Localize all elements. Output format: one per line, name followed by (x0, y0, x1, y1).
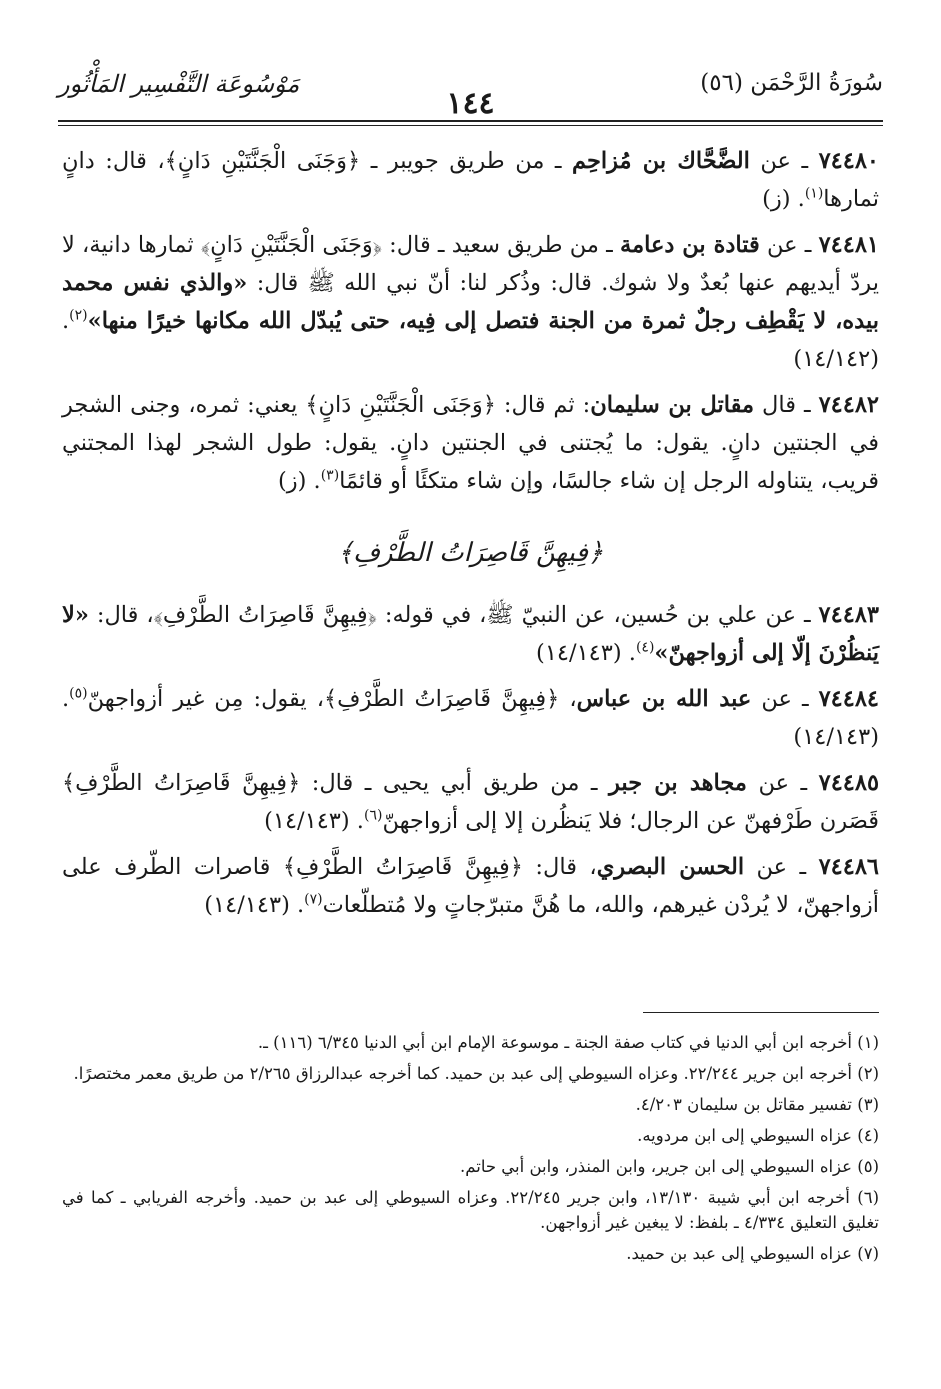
entry-tail: . (ز) (277, 468, 321, 494)
narrator-name: الضَّحَّاك بن مُزاحِم (571, 148, 750, 174)
footnote-ref: (٣) (320, 467, 340, 484)
entry-text: ، ﴿فِيهِنَّ قَاصِرَاتُ الطَّرْفِ﴾، يقول: مِن غير أزواجهنّ (87, 686, 577, 712)
footnote: (١) أخرجه ابن أبي الدنيا في كتاب صفة الجنة ـ موسوعة الإمام ابن أبي الدنيا ٦/٣٤٥ (١١٦) ـ. (257, 1033, 879, 1052)
footnote: (٣) تفسير مقاتل بن سليمان ٤/٢٠٣. (635, 1095, 879, 1114)
entry-7485 (62, 764, 879, 840)
entry-7484 (62, 680, 879, 756)
hadith-quote: «والذي نفس محمد بيده، لا يَقْطِف رجلٌ ثمرة من الجنة فتصل إلى فِيه، حتى يُبدّل الله مكانها خيرًا منها» (62, 270, 879, 334)
header-rule-thin (58, 125, 883, 126)
entry-7486 (62, 848, 879, 924)
series-title: مَوْسُوعَة التَّفْسِير المَأْثُور (58, 70, 300, 98)
entry-7481 (62, 226, 879, 378)
footnote: (٦) أخرجه ابن أبي شيبة ١٣/١٣٠، وابن جرير ٢٢/٢٤٥. وعزاه السيوطي إلى عبد بن حميد. وأخرجه الفريابي ـ كما في تغليق التعليق ٤/٣٣٤ ـ بلفظ: لا يبغين غير أزواجهن. (62, 1188, 879, 1232)
entry-text: ـ من طريق جويبر ـ ﴿وَجَنَى الْجَنَّتَيْنِ دَانٍ﴾، قال: دانٍ ثمارها (62, 148, 879, 212)
header-rule (58, 120, 883, 122)
surah-title: سُورَةُ الرَّحْمَن (٥٦) (700, 70, 883, 96)
page-number: ١٤٤ (446, 86, 495, 121)
footnote-ref: (٢) (69, 307, 88, 324)
page-header (58, 62, 883, 122)
section-heading: ﴿فِيهِنَّ قَاصِرَاتُ الطَّرْفِ﴾ (337, 538, 604, 568)
entry-7482 (62, 386, 879, 500)
entry-tail: . (١٤/١٤٣) (264, 808, 364, 834)
footnote-ref: (٤) (635, 639, 655, 656)
entry-text: ـ عن علي بن حُسين، عن النبيّ ﷺ، في قوله: ﴿فِيهِنَّ قَاصِرَاتُ الطَّرْفِ﴾، قال: (96, 602, 811, 628)
entry-number: ٧٤٤٨٥ (818, 770, 880, 796)
entry-text: ـ من طريق سعيد ـ قال: ﴿وَجَنَى الْجَنَّتَيْنِ دَانٍ﴾ ثمارها دانية، لا يردّ أيديهم عنها بُعدٌ ولا شوك. قال: وذُكر لنا: أنّ نبي الله ﷺ قال: (62, 232, 879, 296)
entry-number: ٧٤٤٨١ (818, 232, 880, 258)
entry-tail: . (١٤/١٤٣) (536, 640, 636, 666)
footnote: (٧) عزاه السيوطي إلى عبد بن حميد. (626, 1244, 879, 1263)
narrator-name: الحسن البصري (596, 854, 745, 880)
entry-text: ـ من طريق أبي يحيى ـ قال: ﴿فِيهِنَّ قَاصِرَاتُ الطَّرْفِ﴾ قَصَرن طَرْفهنّ عن الرجال؛ فلا يَنظُرن إلا إلى أزواجهنّ (62, 770, 879, 834)
narrator-name: عبد الله بن عباس (576, 686, 752, 712)
entry-prefix: ـ عن (758, 770, 808, 796)
narrator-name: مقاتل بن سليمان (590, 392, 755, 418)
entry-text: : ثم قال: ﴿وَجَنَى الْجَنَّتَيْنِ دَانٍ﴾ يعني: ثمره، وجنى الشجر في الجنتين دانٍ. يقول: ما يُجتنى في الجنتين دانٍ. يقول: طول الشجر لهذا المجتني قريب، يتناوله الرجل إن شاء جالسًا، وإن شاء متكئًا أو قائمًا (62, 392, 879, 494)
main-text (62, 142, 879, 932)
entry-prefix: ـ عن (767, 232, 812, 258)
narrator-name: قتادة بن دعامة (620, 232, 760, 258)
footnote-ref: (٧) (304, 891, 323, 908)
entry-tail: . (١٤/١٤٣) (62, 686, 879, 750)
entry-number: ٧٤٤٨٠ (818, 148, 880, 174)
footnote: (٥) عزاه السيوطي إلى ابن جرير، وابن المنذر، وابن أبي حاتم. (460, 1157, 879, 1176)
entry-number: ٧٤٤٨٤ (818, 686, 880, 712)
narrator-name: مجاهد بن جبر (609, 770, 747, 796)
footnote-ref: (١) (804, 185, 824, 202)
entry-7480 (62, 142, 879, 218)
entry-tail: . (ز) (762, 186, 805, 212)
footnote-ref: (٥) (69, 685, 88, 702)
entry-7483 (62, 596, 879, 672)
entry-text: ، قال: ﴿فِيهِنَّ قَاصِرَاتُ الطَّرْفِ﴾ قاصرات الطّرف على أزواجهنّ، لا يُردْن غيرهم، والله، ما هُنَّ متبرّجاتٍ ولا مُتطلّعات (62, 854, 879, 918)
entry-prefix: ـ قال (762, 392, 811, 418)
entry-prefix: ـ عن (761, 686, 809, 712)
entry-number: ٧٤٤٨٣ (818, 602, 879, 628)
entry-tail: . (١٤/١٤٢) (62, 308, 879, 372)
footnote: (٤) عزاه السيوطي إلى ابن مردويه. (637, 1126, 879, 1145)
footnote: (٢) أخرجه ابن جرير ٢٢/٢٤٤. وعزاه السيوطي إلى عبد بن حميد. كما أخرجه عبدالرزاق ٢/٢٦٥ من طريق معمر مختصرًا. (73, 1064, 879, 1083)
footnote-separator (643, 1012, 879, 1013)
footnotes (62, 1030, 879, 1272)
hadith-quote: «لا يَنظُرْنَ إلّا إلى أزواجهنّ» (62, 602, 879, 666)
entry-prefix: ـ عن (756, 854, 807, 880)
entry-number: ٧٤٤٨٦ (818, 854, 880, 880)
entry-prefix: ـ عن (760, 148, 809, 174)
entry-number: ٧٤٤٨٢ (818, 392, 880, 418)
footnote-ref: (٦) (363, 807, 383, 824)
entry-tail: . (١٤/١٤٣) (204, 892, 305, 918)
